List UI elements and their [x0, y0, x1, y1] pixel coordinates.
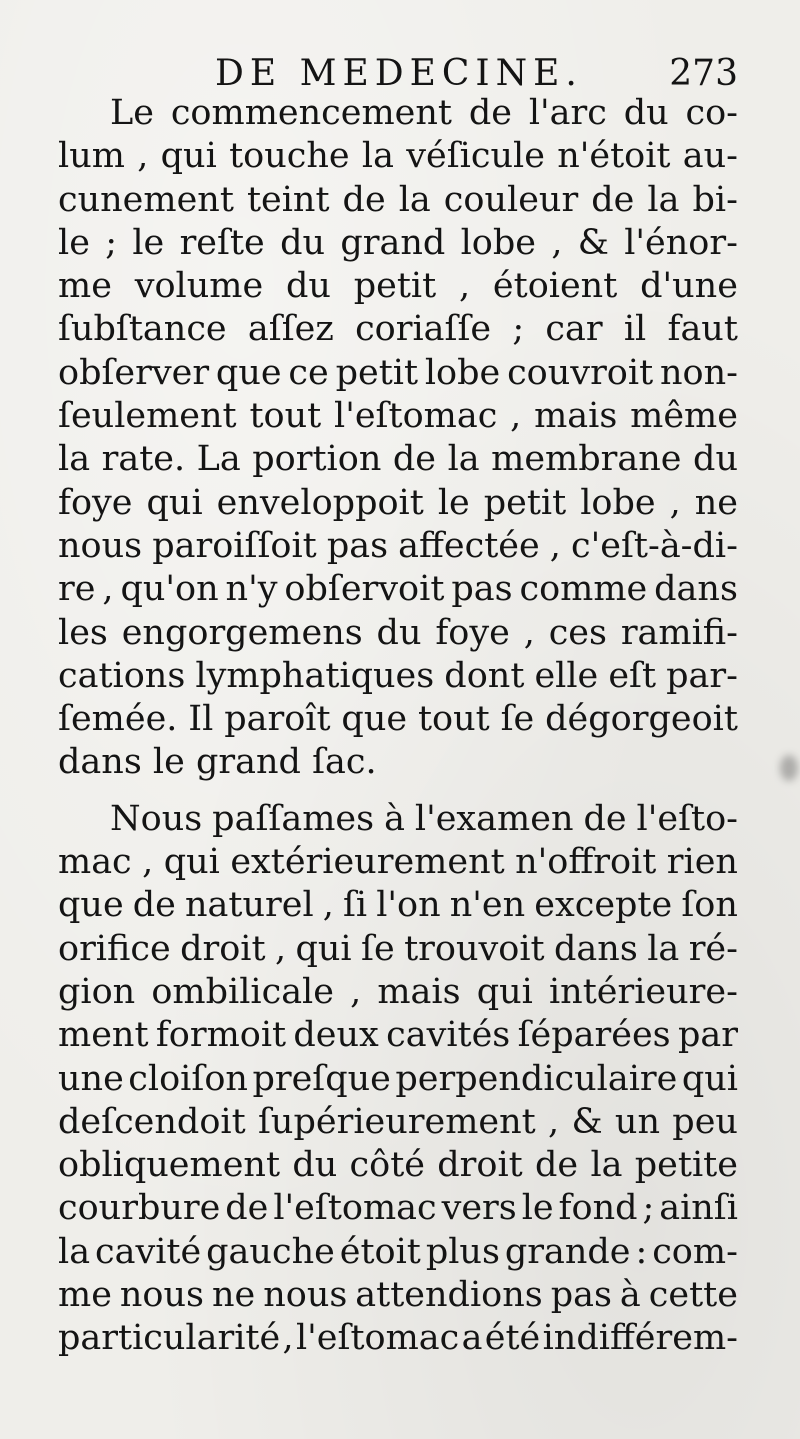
word: , [350, 971, 362, 1012]
word: enveloppoit [216, 482, 424, 523]
word: l'eſtomac [334, 396, 498, 437]
word: du [280, 222, 326, 263]
word: lymphatiques [195, 655, 435, 696]
word: non- [659, 352, 738, 393]
word: excepte [534, 885, 673, 926]
word: teint [246, 179, 330, 220]
word: ; [512, 309, 525, 350]
page-header [0, 50, 800, 98]
word: a [461, 1318, 483, 1359]
word: petit [353, 266, 437, 307]
word: petit [335, 352, 419, 393]
word: le [437, 482, 470, 523]
word: cations [58, 655, 186, 696]
page-number: 273 [669, 53, 738, 94]
text-line [58, 179, 738, 222]
word: , [282, 1318, 294, 1359]
word: tout [249, 396, 322, 437]
word: trouvoit [404, 928, 545, 969]
word: il [623, 309, 647, 350]
word: paroît [224, 699, 331, 740]
word: à [619, 1275, 641, 1316]
word: cavités [386, 1015, 511, 1056]
word: , [523, 612, 535, 653]
word: coriaſſe [355, 309, 492, 350]
word: La [196, 439, 241, 480]
word: qui [146, 482, 203, 523]
word: naturel [184, 885, 314, 926]
word: de [132, 885, 176, 926]
word: paroiſſoit [152, 525, 317, 566]
word: la [58, 439, 91, 480]
paragraph [58, 92, 738, 785]
word: l'examen [414, 798, 574, 839]
word: l'eſto- [636, 798, 738, 839]
word: cette [648, 1275, 738, 1316]
word: de [342, 179, 386, 220]
text-line [58, 928, 738, 971]
word: lobe [580, 482, 656, 523]
word: que [341, 699, 408, 740]
word: , [551, 222, 563, 263]
word: eſt [608, 655, 657, 696]
word: le [152, 742, 185, 783]
word: par [677, 1015, 738, 1056]
word: la [398, 179, 431, 220]
text-line [58, 884, 738, 927]
word: ment [58, 1015, 149, 1056]
word: du [376, 612, 422, 653]
word: la [590, 1145, 623, 1186]
word: obſerver [58, 352, 210, 393]
paragraph-gap [58, 785, 738, 798]
word: peu [672, 1101, 738, 1142]
word: ſupérieurement [257, 1101, 536, 1142]
word: été [484, 1318, 541, 1359]
word: l'eſtomac [295, 1318, 460, 1359]
word: elle [534, 655, 599, 696]
word: courbure [58, 1188, 221, 1229]
word: ſon [681, 885, 738, 926]
text-line [58, 265, 738, 308]
word: , [669, 482, 681, 523]
text-line [58, 525, 738, 568]
word: mais [377, 971, 461, 1012]
word: mac [58, 842, 132, 883]
word: formoit [155, 1015, 287, 1056]
word: plus [425, 1231, 500, 1272]
text-line [58, 971, 738, 1014]
text-line [58, 1187, 738, 1230]
word: petite [634, 1145, 738, 1186]
text-line [58, 612, 738, 655]
word: qui [476, 971, 533, 1012]
word: ré- [688, 928, 738, 969]
word: grand [195, 742, 301, 783]
word: n'en [449, 885, 526, 926]
word: attendions [355, 1275, 543, 1316]
word: la [647, 179, 680, 220]
word: au- [682, 136, 738, 177]
word: ſi [342, 885, 368, 926]
word: pas [326, 525, 389, 566]
word: n'y [225, 569, 278, 610]
word: , [142, 842, 154, 883]
text-line [58, 655, 738, 698]
word: indifférem- [542, 1318, 738, 1359]
word: du [623, 93, 669, 133]
word: une [58, 1058, 124, 1099]
word: cunement [58, 179, 234, 220]
word: l'arc [528, 93, 607, 133]
word: particularité [58, 1318, 281, 1359]
word: ramifi- [620, 612, 738, 653]
word: de [583, 798, 627, 839]
text-line [58, 798, 738, 841]
word: dont [444, 655, 525, 696]
word: touche [229, 136, 350, 177]
word: du [693, 439, 738, 480]
ink-smudge [780, 755, 798, 781]
word: vers [441, 1188, 517, 1229]
word: qui [160, 136, 217, 177]
word: membrane [491, 439, 682, 480]
text-line [58, 482, 738, 525]
word: droit [180, 928, 266, 969]
word: du [285, 266, 331, 307]
word: obſervoit [284, 569, 445, 610]
word: ainſi [659, 1188, 738, 1229]
text-line [58, 1231, 738, 1274]
word: grande [504, 1231, 631, 1272]
text-line [58, 438, 738, 481]
word: lobe [460, 222, 536, 263]
word: ſe [361, 928, 395, 969]
word: , [322, 885, 334, 926]
word: étoit [339, 1231, 421, 1272]
word: qu'on [120, 569, 219, 610]
word: affectée [398, 525, 540, 566]
word: portion [252, 439, 382, 480]
word: la [361, 136, 394, 177]
word: rate. [101, 439, 186, 480]
word: les [58, 612, 108, 653]
text-line [58, 1144, 738, 1187]
word: Le [110, 93, 154, 133]
word: commencement [170, 93, 452, 133]
word: intérieure- [548, 971, 738, 1012]
word: , [510, 396, 522, 437]
word: droit [437, 1145, 523, 1186]
word: grand [340, 222, 446, 263]
word: deux [293, 1015, 379, 1056]
word: perpendiculaire [395, 1058, 678, 1099]
word: la [647, 928, 680, 969]
word: ſéparées [517, 1015, 671, 1056]
word: foye [435, 612, 510, 653]
word: rien [666, 842, 738, 883]
word: aſſez [247, 309, 334, 350]
word: nous [119, 1275, 204, 1316]
word: extérieurement [230, 842, 505, 883]
word: cavité [95, 1231, 202, 1272]
word: dans [654, 569, 738, 610]
word: pas [550, 1275, 612, 1316]
word: ſeulement [58, 396, 237, 437]
word: dans [554, 928, 638, 969]
word: ſemée. [58, 699, 178, 740]
word: bi- [692, 179, 738, 220]
text-line [58, 841, 738, 884]
word: de [535, 1145, 579, 1186]
word: nous [263, 1275, 348, 1316]
word: de [591, 179, 635, 220]
word: orifice [58, 928, 171, 969]
word: ſe [500, 699, 535, 740]
word: Il [188, 699, 214, 740]
word: couvroit [507, 352, 654, 393]
word: dégorgeoit [545, 699, 738, 740]
word: étoient [492, 266, 618, 307]
word: mais [534, 396, 618, 437]
text-line [58, 568, 738, 611]
word: , [548, 1101, 560, 1142]
word: me [58, 1275, 112, 1316]
word: gion [58, 971, 136, 1012]
word: un [614, 1101, 660, 1142]
word: ces [548, 612, 607, 653]
word: cloiſon [128, 1058, 248, 1099]
word: de [225, 1188, 269, 1229]
word: qui [163, 842, 220, 883]
word: gauche [206, 1231, 335, 1272]
word: reſte [179, 222, 265, 263]
word: , [102, 569, 114, 610]
word: ſubſtance [58, 309, 227, 350]
word: à [384, 798, 405, 839]
word: foye [58, 482, 133, 523]
word: que [215, 352, 282, 393]
word: l'on [376, 885, 441, 926]
word: véſicule [406, 136, 545, 177]
word: me [58, 266, 112, 307]
word: qui [295, 928, 352, 969]
word: co- [685, 93, 738, 133]
word: côté [349, 1145, 425, 1186]
word: que [58, 885, 124, 926]
word: d'une [640, 266, 738, 307]
word: , [137, 136, 149, 177]
word: par- [666, 655, 738, 696]
word: nous [58, 525, 143, 566]
word: ombilicale [151, 971, 334, 1012]
word: re [58, 569, 96, 610]
word: de [392, 439, 437, 480]
text-line [58, 1101, 738, 1144]
text-line [58, 1014, 738, 1057]
word: volume [134, 266, 264, 307]
word: ſac. [312, 742, 377, 783]
body-text [58, 92, 738, 1361]
word: ne [694, 482, 738, 523]
word: faut [667, 309, 738, 350]
word: le [132, 222, 165, 263]
word: de [468, 93, 512, 133]
word: preſque [252, 1058, 391, 1099]
word: comme [519, 569, 648, 610]
word: n'offroit [515, 842, 657, 883]
word: lobe [424, 352, 501, 393]
word: deſcendoit [58, 1101, 246, 1142]
word: la [447, 439, 480, 480]
word: fond [558, 1188, 638, 1229]
text-line [58, 92, 738, 135]
word: & [577, 222, 609, 263]
word: ; [105, 222, 118, 263]
word: & [571, 1101, 603, 1142]
word: tout [417, 699, 490, 740]
word: pas [451, 569, 513, 610]
running-head: DE MEDECINE. [215, 53, 583, 94]
word: c'eſt-à-di- [571, 525, 738, 566]
text-line [58, 1058, 738, 1101]
word: qui [681, 1058, 738, 1099]
text-line [58, 698, 738, 741]
text-line [58, 308, 738, 351]
word: du [292, 1145, 338, 1186]
word: même [630, 396, 738, 437]
word: ne [211, 1275, 256, 1316]
word: dans [58, 742, 142, 783]
text-line [58, 352, 738, 395]
word: n'étoit [557, 136, 671, 177]
word: le [58, 222, 90, 263]
word: ce [288, 352, 329, 393]
word: la [58, 1231, 91, 1272]
word: petit [483, 482, 567, 523]
text-line [58, 741, 738, 784]
word: l'énor- [624, 222, 738, 263]
word: Nous [110, 798, 203, 839]
word: le [521, 1188, 554, 1229]
text-line [58, 1317, 738, 1360]
word: , [274, 928, 287, 969]
paragraph [58, 798, 738, 1361]
text-line [58, 1274, 738, 1317]
word: l'eſtomac [273, 1188, 437, 1229]
word: , [549, 525, 561, 566]
word: paſſames [212, 798, 375, 839]
word: lum [58, 136, 125, 177]
word: , [458, 266, 471, 307]
word: com- [652, 1231, 738, 1272]
word: engorgemens [121, 612, 363, 653]
word: ; [642, 1188, 655, 1229]
text-line [58, 222, 738, 265]
word: couleur [443, 179, 579, 220]
text-line [58, 395, 738, 438]
text-line [58, 135, 738, 178]
word: obliquement [58, 1145, 281, 1186]
word: car [545, 309, 603, 350]
word: : [635, 1231, 648, 1272]
